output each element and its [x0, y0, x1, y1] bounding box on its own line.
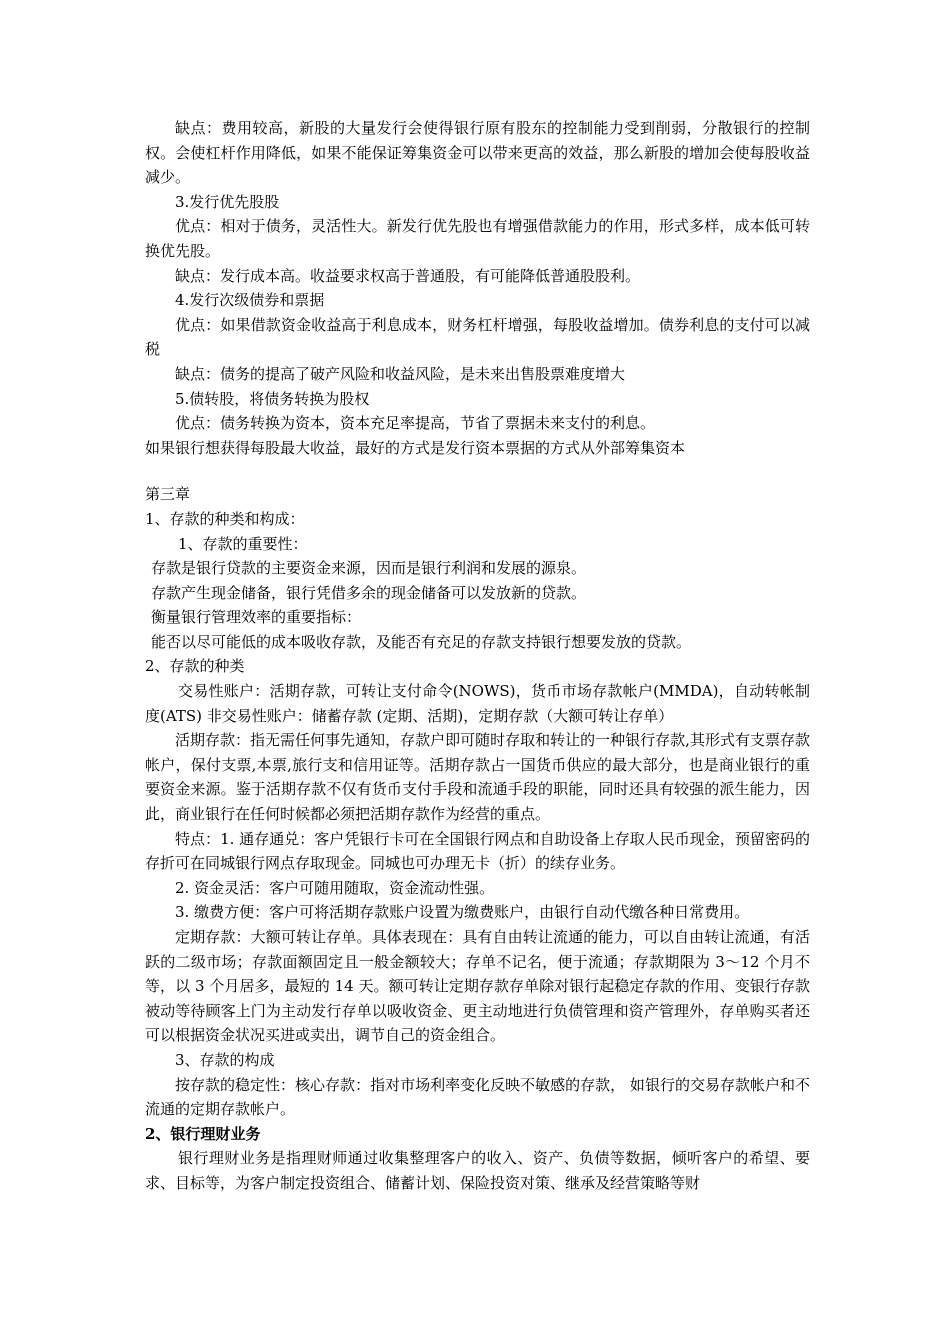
- paragraph-conclusion: 如果银行想获得每股最大收益，最好的方式是发行资本票据的方式从外部筹集资本: [145, 438, 686, 457]
- heading-debt-to-equity: 5.债转股，将债务转换为股权: [175, 389, 370, 408]
- paragraph-feature-1: 特点：1. 通存通兑：客户凭银行卡可在全国银行网点和自助设备上存取人民币现金，预留密码的存折可在同城银行网点存取现金。同城也可办理无卡（折）的续存业务。: [145, 829, 810, 873]
- heading-preferred-stock: 3.发行优先股股: [175, 192, 280, 211]
- paragraph-demand-deposit: 活期存款：指无需任何事先通知，存款户即可随时存取和转让的一种银行存款,其形式有支票存款帐户，保付支票,本票,旅行支和信用证等。活期存款占一国货币供应的最大部分，也是商业银行的重要资金来源。鉴于活期存款不仅有货币支付手段和流通手段的职能，同时还具有较强的派生能力，因此，商业银行在任何时候都必须把活期存款作为经营的重点。: [145, 731, 810, 824]
- paragraph-preferred-cons: 缺点：发行成本高。收益要求权高于普通股，有可能降低普通股股利。: [175, 266, 641, 285]
- section-deposit-types: 1、存款的种类和构成：: [145, 509, 305, 528]
- document-page: [145, 116, 810, 1196]
- paragraph-deposit-reserve: 存款产生现金储备，银行凭借多余的现金储备可以发放新的贷款。: [151, 583, 587, 602]
- paragraph-feature-3: 3. 缴费方便：客户可将活期存款账户设置为缴费账户，由银行自动代缴各种日常费用。: [175, 903, 750, 922]
- paragraph-deposit-source: 存款是银行贷款的主要资金来源，因而是银行利润和发展的源泉。: [151, 559, 587, 578]
- paragraph-low-cost: 能否以尽可能低的成本吸收存款，及能否有充足的存款支持银行想要发放的贷款。: [151, 632, 692, 651]
- subsection-deposit-kinds: 2、存款的种类: [145, 657, 245, 676]
- paragraph-account-types: 交易性账户：活期存款，可转让支付命令(NOWS)，货币市场存款帐户(MMDA)，自动转帐制度(ATS) 非交易性账户：储蓄存款 (定期、活期)，定期存款（大额可转让存单）: [145, 682, 810, 725]
- paragraph-bonds-pros: 优点：如果借款资金收益高于利息成本，财务杠杆增强，每股收益增加。债券利息的支付可以减税: [145, 315, 810, 359]
- paragraph-bonds-cons: 缺点：债务的提高了破产风险和收益风险，是未来出售股票难度增大: [175, 364, 626, 383]
- chapter-title: 第三章: [145, 485, 191, 504]
- paragraph-time-deposit: 定期存款：大额可转让存单。具体表现在：具有自由转让流通的能力，可以自由转让流通，有活跃的二级市场；存款面额固定且一般金额较大；存单不记名，便于流通；存款期限为 3～12 个月不等，以 3 个月居多，最短的 14 天。额可转让定期存款存单除对银行起稳定存款的作用、变银行存款被动等待顾客上门为主动发行存单以吸收资金、更主动地进行负债管理和资产管理外，存单购买者还可以根据资金状况买进或卖出，调节自己的资金组合。: [145, 928, 810, 1045]
- subsection-deposit-structure: 3、存款的构成: [175, 1050, 275, 1069]
- paragraph-drawbacks-new-shares: 缺点：费用较高，新股的大量发行会使得银行原有股东的控制能力受到削弱，分散银行的控制权。会使杠杆作用降低，如果不能保证筹集资金可以带来更高的效益，那么新股的增加会使每股收益减少。: [145, 119, 810, 187]
- heading-subordinated-bonds: 4.发行次级债券和票据: [175, 291, 325, 310]
- section-wealth-management: 2、银行理财业务: [145, 1124, 261, 1143]
- paragraph-efficiency-indicator: 衡量银行管理效率的重要指标：: [151, 608, 362, 627]
- paragraph-preferred-pros: 优点：相对于债务，灵活性大。新发行优先股也有增强借款能力的作用，形式多样，成本低可转换优先股。: [145, 217, 810, 260]
- paragraph-wealth-management: 银行理财业务是指理财师通过收集整理客户的收入、资产、负债等数据，倾听客户的希望、要求、目标等，为客户制定投资组合、储蓄计划、保险投资对策、继承及经营策略等财: [145, 1149, 810, 1192]
- subsection-deposit-importance: 1、存款的重要性：: [178, 534, 308, 553]
- paragraph-feature-2: 2. 资金灵活：客户可随用随取，资金流动性强。: [175, 878, 495, 897]
- paragraph-core-deposit: 按存款的稳定性：核心存款：指对市场利率变化反映不敏感的存款， 如银行的交易存款帐户和不流通的定期存款帐户。: [145, 1075, 810, 1119]
- paragraph-debt-equity-pros: 优点：债务转换为资本，资本充足率提高，节省了票据未来支付的利息。: [175, 414, 656, 433]
- blank-line: [145, 460, 810, 482]
